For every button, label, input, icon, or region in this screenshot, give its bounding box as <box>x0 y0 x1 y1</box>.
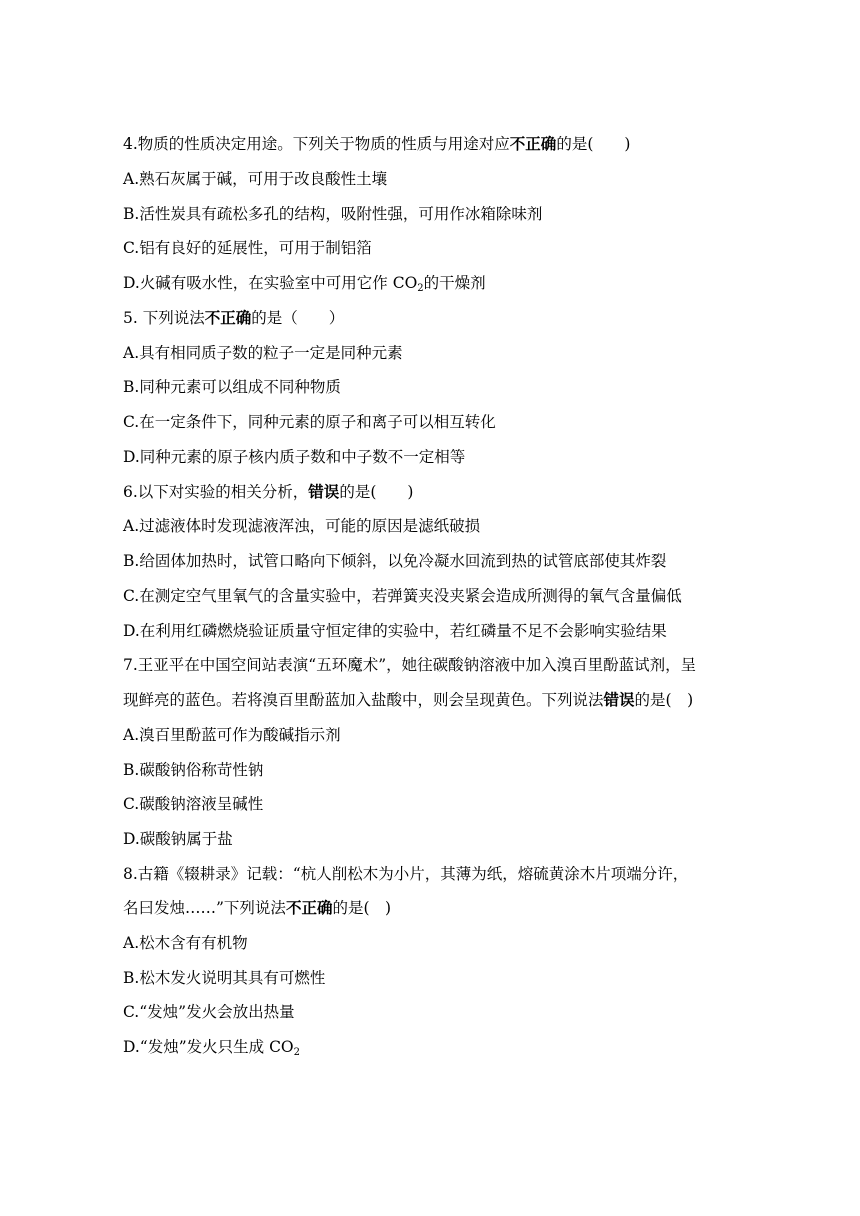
subscript: 2 <box>417 283 424 294</box>
question-4-option-a: A.熟石灰属于碱，可用于改良酸性土壤 <box>123 170 388 188</box>
question-8-option-b: B.松木发火说明其具有可燃性 <box>123 969 326 987</box>
stem-text: 名曰发烛……”下列说法 <box>123 899 286 917</box>
question-6-stem <box>123 482 800 502</box>
question-5-option-c: C.在一定条件下，同种元素的原子和离子可以相互转化 <box>123 413 496 431</box>
stem-emphasis: 不正确 <box>509 134 557 153</box>
stem-emphasis: 不正确 <box>285 898 333 917</box>
question-8-option-c: C.“发烛”发火会放出热量 <box>123 1003 295 1021</box>
stem-text: 的是( ) <box>556 135 631 153</box>
option-text: D.“发烛”发火只生成 CO <box>123 1038 294 1056</box>
question-8-stem-line-1: 8.古籍《辍耕录》记载：“杭人削松木为小片，其薄为纸，熔硫黄涂木片项端分许， <box>123 865 689 883</box>
question-4-option-b: B.活性炭具有疏松多孔的结构，吸附性强，可用作冰箱除味剂 <box>123 205 543 223</box>
question-6-option-c: C.在测定空气里氧气的含量实验中，若弹簧夹没夹紧会造成所测得的氧气含量偏低 <box>123 587 682 605</box>
stem-text: 的是（ ） <box>251 309 345 327</box>
question-6-option-d: D.在利用红磷燃烧验证质量守恒定律的实验中，若红磷量不足不会影响实验结果 <box>123 622 667 640</box>
stem-text: 4.物质的性质决定用途。下列关于物质的性质与用途对应 <box>123 135 510 153</box>
stem-text: 5. 下列说法 <box>123 309 205 327</box>
question-8-stem-line-2 <box>123 898 800 918</box>
option-text: D.火碱有吸水性，在实验室中可用它作 CO <box>123 274 418 292</box>
question-8-option-d <box>123 1037 800 1057</box>
question-4-stem <box>123 134 800 154</box>
question-5-option-d: D.同种元素的原子核内质子数和中子数不一定相等 <box>123 448 466 466</box>
stem-emphasis: 错误 <box>308 482 340 501</box>
question-5-stem <box>123 308 800 328</box>
question-7-option-c: C.碳酸钠溶液呈碱性 <box>123 795 264 813</box>
stem-text: 现鲜亮的蓝色。若将溴百里酚蓝加入盐酸中，则会呈现黄色。下列说法 <box>123 691 604 709</box>
question-4-option-c: C.铝有良好的延展性，可用于制铝箔 <box>123 239 372 257</box>
question-7-option-d: D.碳酸钠属于盐 <box>123 830 233 848</box>
question-7-stem-line-2 <box>123 690 800 710</box>
question-6-option-a: A.过滤液体时发现滤液浑浊，可能的原因是滤纸破损 <box>123 517 481 535</box>
stem-text: 的是( ) <box>339 483 414 501</box>
option-text: 的干燥剂 <box>423 274 486 292</box>
question-5-option-b: B.同种元素可以组成不同种物质 <box>123 378 341 396</box>
stem-emphasis: 错误 <box>603 690 635 709</box>
stem-emphasis: 不正确 <box>204 308 252 327</box>
question-6-option-b: B.给固体加热时，试管口略向下倾斜，以免冷凝水回流到热的试管底部使其炸裂 <box>123 552 667 570</box>
stem-text: 的是( ) <box>634 691 694 709</box>
stem-text: 6.以下对实验的相关分析， <box>123 483 309 501</box>
stem-text: 的是( ) <box>332 899 392 917</box>
question-5-option-a: A.具有相同质子数的粒子一定是同种元素 <box>123 344 403 362</box>
question-7-option-a: A.溴百里酚蓝可作为酸碱指示剂 <box>123 726 341 744</box>
subscript: 2 <box>293 1047 301 1058</box>
question-7-stem-line-1: 7.王亚平在中国空间站表演“五环魔术”，她往碳酸钠溶液中加入溴百里酚蓝试剂，呈 <box>123 656 697 674</box>
question-4-option-d <box>123 273 800 293</box>
question-8-option-a: A.松木含有有机物 <box>123 934 248 952</box>
question-7-option-b: B.碳酸钠俗称苛性钠 <box>123 761 264 779</box>
